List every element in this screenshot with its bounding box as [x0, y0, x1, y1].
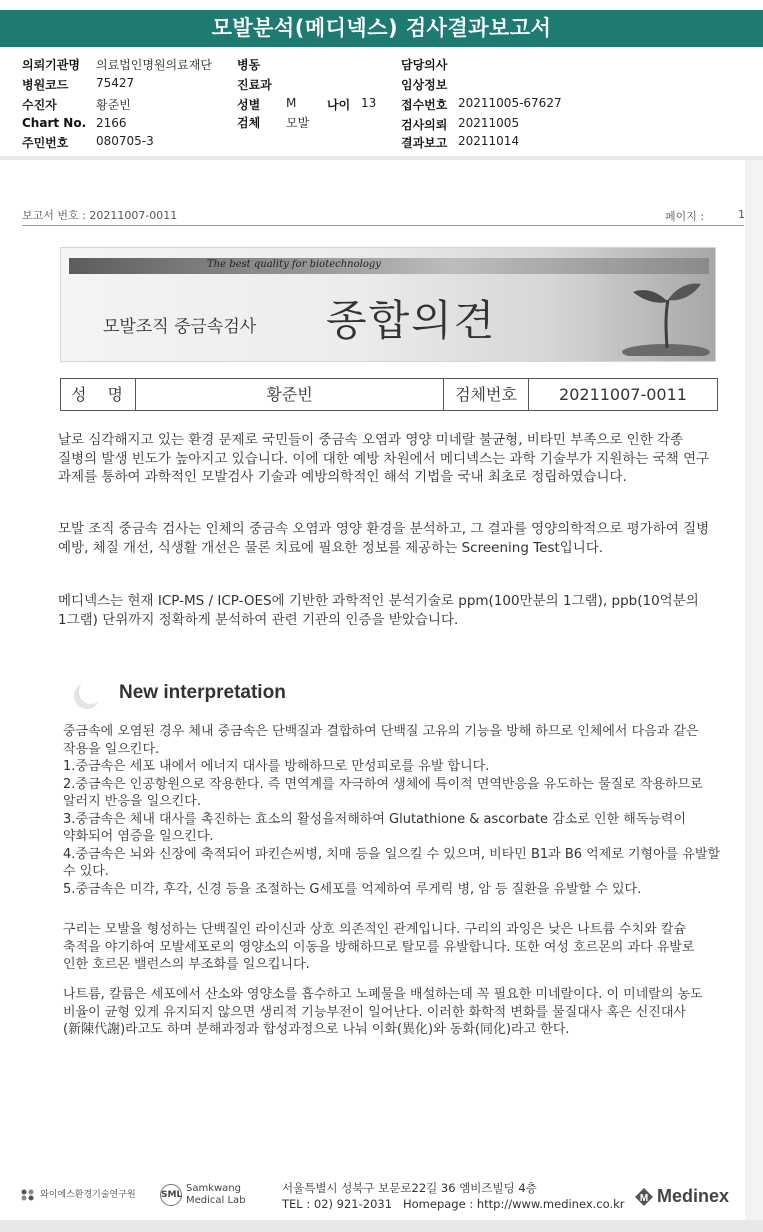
sodium-paragraph: 나트륨, 칼륨은 세포에서 산소와 영양소를 흡수하고 노폐물을 배설하는데 꼭 필요한 미네랄이다. 이 미네랄의 농도 비율이 균형 있게 유지되지 않으면 생리적 기능부전이 일어난다. 이러한 화학적 변화를 물질대사 혹은 신진대사(新陳代謝)라고도 하며 분해과정과 합성과정으로 나눠 이화(異化)와 동화(同化)라고 한다. [63, 987, 703, 1037]
resident-value: 080705-3 [96, 134, 154, 148]
doctor-label: 담당의사 [401, 58, 448, 72]
sex-label: 성별 [237, 98, 261, 112]
scan-bottom-edge [0, 1220, 763, 1232]
ys-institute-logo [20, 1187, 136, 1202]
specimen-number-label: 검체번호 [444, 379, 529, 410]
name-label: 성 명 [61, 379, 136, 410]
patient-info-block [0, 54, 763, 154]
specimen-value: 모발 [286, 116, 310, 130]
clinical-label: 임상정보 [401, 78, 448, 92]
specimen-label: 검체 [237, 116, 261, 130]
section-title: New interpretation [119, 682, 286, 703]
page-number: 1 [738, 208, 745, 221]
patient-label: 수진자 [22, 98, 57, 112]
report-value: 20211014 [458, 134, 520, 148]
sprout-icon [621, 276, 711, 356]
institution-label: 의뢰기관명 [22, 58, 80, 72]
specimen-number-value: 20211007-0011 [559, 385, 687, 404]
age-label: 나이 [327, 98, 351, 112]
divider [22, 225, 744, 226]
list-item: 4.중금속은 뇌와 신장에 축적되어 파킨슨씨병, 치매 등을 일으킬 수 있으며, 비타민 B1과 B6 억제로 기형아를 유발할 수 있다. [63, 846, 721, 879]
ys-institute-name: 와이에스환경기술연구원 [40, 1190, 136, 1200]
hospital-code-label: 병원코드 [22, 78, 69, 92]
sml-mark: SML [160, 1184, 182, 1206]
age-value: 13 [361, 96, 377, 110]
intro-paragraph: 날로 심각해지고 있는 환경 문제로 국민들이 중금속 오염과 영양 미네랄 불균형, 비타민 부족으로 인한 각종 질병의 발생 빈도가 높아지고 있습니다. 이에 대한 예방 차원에서 메디넥스는 과학 기술부가 지원하는 국책 연구 과제를 통하여 과학적인 모발검사 기술과 예방의학적인 해석 기법을 국내 최초로 정립하였습니다. [58, 432, 710, 485]
page-label: 페이지 : [665, 210, 705, 223]
address: 서울특별시 성북구 보문로22길 36 엠비즈빌딩 4층 [282, 1181, 537, 1195]
intro-paragraph: 메디넥스는 현재 ICP-MS / ICP-OES에 기반한 과학적인 분석기술로 ppm(100만분의 1그램), ppb(10억분의 1그램) 단위까지 정확하게 분석하여 관련 기관의 인증을 받았습니다. [58, 593, 699, 628]
report-title-bar [0, 10, 763, 47]
list-item: 1.중금속은 세포 내에서 에너지 대사를 방해하므로 만성피로를 유발 합니다. [63, 759, 490, 774]
footer [0, 1170, 745, 1220]
chart-label: Chart No. [22, 116, 87, 130]
report-title: 모발분석(메디넥스) 검사결과보고서 [211, 16, 552, 40]
request-value: 20211005 [458, 116, 520, 130]
receipt-value: 20211005-67627 [458, 96, 562, 110]
list-item: 5.중금속은 미각, 후각, 신경 등을 조절하는 G세포를 억제하여 루게릭 병, 암 등 질환을 유발할 수 있다. [63, 881, 642, 897]
chart-value: 2166 [96, 116, 127, 130]
report-label: 결과보고 [401, 136, 448, 150]
divider [0, 156, 763, 160]
homepage-link[interactable]: Homepage : http://www.medinex.co.kr [403, 1197, 625, 1211]
samkwang-line1: Samkwang [186, 1183, 241, 1194]
medinex-brand: Medinex [657, 1186, 730, 1206]
name-value: 황준빈 [136, 379, 444, 410]
resident-label: 주민번호 [22, 136, 69, 150]
request-label: 검사의뢰 [401, 118, 448, 132]
name-specimen-table [60, 378, 718, 411]
crescent-icon [72, 681, 102, 711]
interpretation-lead: 중금속에 오염된 경우 체내 중금속은 단백질과 결합하여 단백질 고유의 기능을 방해 하므로 인체에서 다음과 같은 작용을 일으킨다. [63, 724, 699, 757]
sex-value: M [286, 96, 297, 110]
banner-tagline: The best quality for biotechnology [207, 259, 381, 270]
patient-value: 황준빈 [96, 98, 131, 112]
institution-value: 의료법인명원의료재단 [96, 58, 212, 72]
interpretation-list [63, 723, 723, 898]
report-number: 보고서 번호 : 20211007-0011 [22, 209, 178, 222]
intro-paragraph: 모발 조직 중금속 검사는 인체의 중금속 오염과 영양 환경을 분석하고, 그 결과를 영양의학적으로 평가하여 질병 예방, 체질 개선, 식생활 개선은 물론 치료에 필요한 정보를 제공하는 Screening Test입니다. [58, 521, 710, 556]
medinex-logo-icon [634, 1187, 654, 1207]
banner-stripe [69, 258, 709, 274]
contact-info [282, 1180, 625, 1212]
copper-paragraph: 구리는 모발을 형성하는 단백질인 라이신과 상호 의존적인 관계입니다. 구리의 과잉은 낮은 나트륨 수치와 칼슘 축적을 야기하여 모발세포로의 영양소의 이동을 방해하므로 탈모를 유발합니다. 또한 여성 호르몬의 과다 유발로 인한 호르몬 밸런스의 부조화를 일으킵니다. [63, 922, 695, 972]
samkwang-line2: Medical Lab [186, 1195, 246, 1206]
list-item: 2.중금속은 인공항원으로 작용한다. 즉 면역계를 자극하여 생체에 특이적 면역반응을 유도하는 물질로 작용하므로 알러지 반응을 일으킨다. [63, 776, 703, 809]
banner-subtitle: 모발조직 중금속검사 [103, 317, 257, 337]
scan-edge [745, 160, 763, 1220]
ward-label: 병동 [237, 58, 261, 72]
receipt-label: 접수번호 [401, 98, 448, 112]
list-item: 3.중금속은 체내 대사를 촉진하는 효소의 활성을저해하여 Glutathione & ascorbate 감소로 인한 해독능력이 약화되어 염증을 일으킨다. [63, 811, 687, 844]
dept-label: 진료과 [237, 78, 272, 92]
hospital-code-value: 75427 [96, 76, 135, 90]
medinex-logo [634, 1186, 729, 1207]
samkwang-logo [160, 1183, 246, 1207]
summary-banner [60, 247, 716, 362]
banner-title: 종합의견 [326, 296, 497, 345]
svg-text:M: M [639, 1193, 649, 1205]
telephone: TEL : 02) 921-2031 [282, 1197, 393, 1211]
ys-logo-icon [20, 1188, 36, 1202]
